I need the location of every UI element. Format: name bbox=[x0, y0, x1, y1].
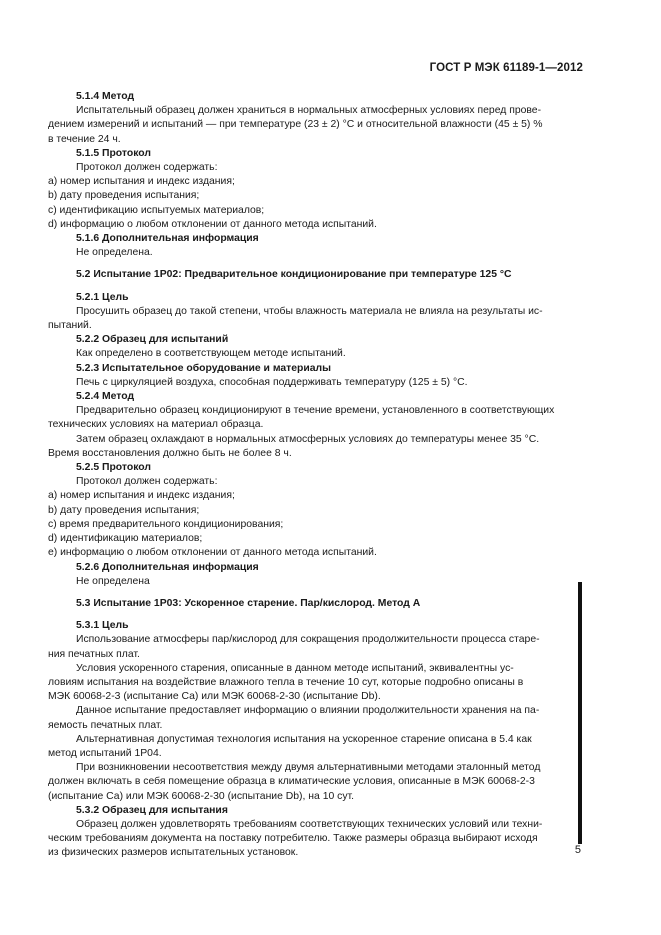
section-spacer bbox=[48, 611, 584, 619]
paragraph-line: При возникновении несоответствия между двумя альтернативными методами эталонный метод bbox=[76, 762, 541, 774]
paragraph-line: b) дату проведения испытания; bbox=[48, 190, 200, 202]
paragraph-line: Затем образец охлаждают в нормальных атмосферных условиях до температуры менее 35 °С. bbox=[76, 433, 540, 445]
paragraph-line: b) дату проведения испытания; bbox=[48, 504, 200, 516]
paragraph-line: из физических размеров испытательных установок. bbox=[48, 847, 299, 859]
paragraph-line: пытаний. bbox=[48, 320, 92, 332]
section-heading: 5.2 Испытание 1Р02: Предварительное кондиционирование при температуре 125 °С bbox=[76, 269, 512, 281]
paragraph-line: Просушить образец до такой степени, чтобы влажность материала не влияла на результаты ис- bbox=[76, 305, 543, 317]
paragraph-line: яемость печатных плат. bbox=[48, 719, 163, 731]
section-spacer bbox=[48, 283, 584, 291]
paragraph-line: ческим требованиям документа на поставку потребителю. Также размеры образца выбирают исходя bbox=[48, 833, 538, 845]
paragraph-line: e) информацию о любом отклонении от данного метода испытаний. bbox=[48, 547, 377, 559]
paragraph-line: a) номер испытания и индекс издания; bbox=[48, 490, 235, 502]
paragraph-line: Данное испытание предоставляет информацию о влиянии продолжительности хранения на па- bbox=[76, 705, 540, 717]
subsection-heading: 5.3.1 Цель bbox=[76, 620, 129, 632]
paragraph-line: Испытательный образец должен храниться в нормальных атмосферных условиях перед прове- bbox=[76, 105, 542, 117]
paragraph-line: a) номер испытания и индекс издания; bbox=[48, 176, 235, 188]
subsection-heading: 5.2.2 Образец для испытаний bbox=[76, 334, 229, 346]
paragraph-line: Альтернативная допустимая технология испытания на ускоренное старение описана в 5.4 как bbox=[76, 733, 532, 745]
paragraph-line: Печь с циркуляцией воздуха, способная поддерживать температуру (125 ± 5) °С. bbox=[76, 376, 468, 388]
paragraph-line: (испытание Са) или МЭК 60068-2-30 (испытание Db), на 10 сут. bbox=[48, 790, 355, 802]
paragraph-line: Время восстановления должно быть не более 8 ч. bbox=[48, 447, 292, 459]
subsection-heading: 5.2.3 Испытательное оборудование и материалы bbox=[76, 362, 332, 374]
subsection-heading: 5.1.5 Протокол bbox=[76, 147, 151, 159]
section-spacer bbox=[48, 589, 584, 597]
document-code: ГОСТ Р МЭК 61189-1—2012 bbox=[429, 62, 583, 74]
paragraph-line: ния печатных плат. bbox=[48, 648, 140, 660]
subsection-heading: 5.3.2 Образец для испытания bbox=[76, 804, 228, 816]
subsection-heading: 5.2.5 Протокол bbox=[76, 462, 151, 474]
subsection-heading: 5.2.6 Дополнительная информация bbox=[76, 561, 259, 573]
paragraph-line: должен включать в себя помещение образца в климатические условия, описанные в МЭК 60068-2-3 bbox=[48, 776, 535, 788]
paragraph-line: Протокол должен содержать: bbox=[76, 476, 218, 488]
paragraph-line: d) идентификацию материалов; bbox=[48, 533, 203, 545]
change-bar bbox=[578, 582, 582, 844]
subsection-heading: 5.1.4 Метод bbox=[76, 91, 135, 102]
page-number: 5 bbox=[574, 844, 581, 856]
paragraph-line: Не определена bbox=[76, 575, 150, 587]
paragraph-line: Использование атмосферы пар/кислород для сокращения продолжительности процесса старе- bbox=[76, 634, 540, 646]
paragraph-line: c) время предварительного кондиционирования; bbox=[48, 518, 284, 530]
paragraph-line: дением измерений и испытаний — при температуре (23 ± 2) °С и относительной влажности (45 ± 5) % bbox=[48, 119, 543, 131]
paragraph-line: d) информацию о любом отклонении от данного метода испытаний. bbox=[48, 218, 377, 230]
subsection-heading: 5.2.1 Цель bbox=[76, 291, 129, 303]
paragraph-line: c) идентификацию испытуемых материалов; bbox=[48, 204, 265, 216]
paragraph-line: ловиям испытания на воздействие влажного тепла в течение 10 сут, которые подробно описаны в bbox=[48, 676, 524, 688]
subsection-heading: 5.2.4 Метод bbox=[76, 391, 135, 403]
document-body bbox=[48, 90, 584, 861]
paragraph-line: в течение 24 ч. bbox=[48, 133, 121, 145]
paragraph-line: Не определена. bbox=[76, 247, 153, 259]
section-spacer bbox=[48, 260, 584, 268]
paragraph-line: технических условиях на материал образца. bbox=[48, 419, 264, 431]
paragraph-line: метод испытаний 1Р04. bbox=[48, 747, 162, 759]
paragraph-line: Образец должен удовлетворять требованиям соответствующих технических условий или техни- bbox=[76, 818, 543, 830]
paragraph-line: Протокол должен содержать: bbox=[76, 162, 218, 174]
paragraph-line: Как определено в соответствующем методе испытаний. bbox=[76, 348, 346, 360]
paragraph-line: Предварительно образец кондиционируют в течение времени, установленного в соответствующих bbox=[76, 405, 555, 417]
paragraph-line: МЭК 60068-2-3 (испытание Са) или МЭК 60068-2-30 (испытание Db). bbox=[48, 691, 381, 703]
paragraph-line: Условия ускоренного старения, описанные в данном методе испытаний, эквивалентны ус- bbox=[76, 662, 514, 674]
subsection-heading: 5.1.6 Дополнительная информация bbox=[76, 233, 259, 245]
section-heading: 5.3 Испытание 1Р03: Ускоренное старение. Пар/кислород. Метод А bbox=[76, 597, 421, 609]
